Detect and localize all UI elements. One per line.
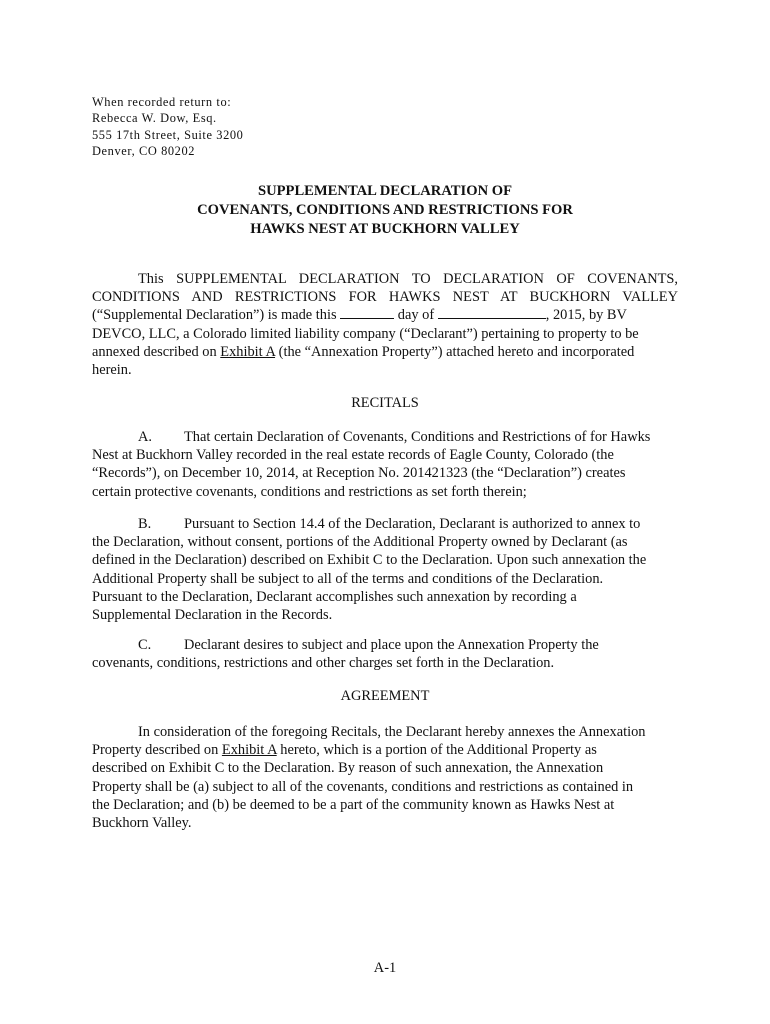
title-line: SUPPLEMENTAL DECLARATION OF bbox=[257, 183, 513, 199]
recital-line: the Declaration, without consent, portions of the Additional Property owned by Declarant (as bbox=[92, 534, 628, 551]
agreement-line bbox=[92, 741, 678, 759]
intro-text: (the “Annexation Property”) attached hereto and incorporated bbox=[278, 343, 635, 360]
return-address-block bbox=[92, 94, 243, 159]
recital-line: Supplemental Declaration in the Records. bbox=[92, 607, 333, 624]
intro-line bbox=[92, 306, 678, 324]
agreement-text: hereto, which is a portion of the Additional Property as bbox=[280, 742, 597, 759]
agreement-line: Property shall be (a) subject to all of the covenants, conditions and restrictions as contained in bbox=[92, 778, 634, 795]
intro-text: (“Supplemental Declaration”) is made this bbox=[92, 307, 337, 324]
intro-text: , 2015, by BV bbox=[545, 307, 627, 324]
intro-text: day of bbox=[397, 307, 435, 324]
recital-line: defined in the Declaration) described on Exhibit C to the Declaration. Upon such annexation the bbox=[92, 552, 647, 569]
agreement-text: Property described on bbox=[92, 742, 219, 759]
return-line: Rebecca W. Dow, Esq. bbox=[92, 111, 217, 126]
recital-text: That certain Declaration of Covenants, Conditions and Restrictions of for Hawks bbox=[184, 429, 651, 445]
intro-line: This SUPPLEMENTAL DECLARATION TO DECLARATION OF COVENANTS, bbox=[138, 271, 678, 287]
intro-line: DEVCO, LLC, a Colorado limited liability company (“Declarant”) pertaining to property to be bbox=[92, 325, 639, 342]
recital-line bbox=[92, 515, 678, 533]
intro-line: herein. bbox=[92, 362, 132, 379]
title-line: COVENANTS, CONDITIONS AND RESTRICTIONS FOR bbox=[197, 202, 573, 218]
month-blank bbox=[438, 306, 546, 319]
return-line: When recorded return to: bbox=[92, 95, 232, 109]
agreement-line: Buckhorn Valley. bbox=[92, 815, 192, 832]
recital-label: B. bbox=[138, 516, 152, 532]
recital-line: Nest at Buckhorn Valley recorded in the real estate records of Eagle County, Colorado (the bbox=[92, 447, 614, 464]
intro-line: CONDITIONS AND RESTRICTIONS FOR HAWKS NEST AT BUCKHORN VALLEY bbox=[92, 289, 678, 306]
recital-line: Additional Property shall be subject to all of the terms and conditions of the Declaration. bbox=[92, 570, 604, 587]
recital-text: Pursuant to Section 14.4 of the Declaration, Declarant is authorized to annex to bbox=[184, 516, 641, 532]
recital-line: covenants, conditions, restrictions and other charges set forth in the Declaration. bbox=[92, 655, 555, 672]
recital-c-paragraph bbox=[92, 636, 678, 672]
recital-a-paragraph bbox=[92, 428, 678, 501]
exhibit-a-reference: Exhibit A bbox=[221, 742, 277, 759]
recital-line: “Records”), on December 10, 2014, at Reception No. 201421323 (the “Declaration”) creates bbox=[92, 465, 626, 482]
agreement-paragraph bbox=[92, 723, 678, 832]
agreement-line: the Declaration; and (b) be deemed to be a part of the community known as Hawks Nest at bbox=[92, 796, 615, 813]
recital-line: Pursuant to the Declaration, Declarant accomplishes such annexation by recording a bbox=[92, 588, 577, 605]
recital-label: C. bbox=[138, 637, 152, 653]
return-line: 555 17th Street, Suite 3200 bbox=[92, 127, 244, 142]
recital-label: A. bbox=[138, 429, 152, 445]
page-number: A-1 bbox=[373, 960, 397, 976]
intro-line bbox=[92, 343, 678, 361]
agreement-heading: AGREEMENT bbox=[340, 688, 430, 704]
day-blank bbox=[340, 306, 394, 319]
recital-line bbox=[92, 636, 678, 654]
intro-paragraph bbox=[92, 270, 678, 379]
intro-text: annexed described on bbox=[92, 343, 217, 360]
recital-line bbox=[92, 428, 678, 446]
recital-line: certain protective covenants, conditions and restrictions as set forth therein; bbox=[92, 483, 527, 500]
document-title bbox=[0, 182, 770, 239]
agreement-line: described on Exhibit C to the Declaration. By reason of such annexation, the Annexation bbox=[92, 760, 604, 777]
recital-text: Declarant desires to subject and place upon the Annexation Property the bbox=[184, 637, 599, 653]
recitals-heading: RECITALS bbox=[351, 395, 419, 411]
recital-b-paragraph bbox=[92, 515, 678, 624]
return-line: Denver, CO 80202 bbox=[92, 143, 196, 158]
agreement-line: In consideration of the foregoing Recitals, the Declarant hereby annexes the Annexation bbox=[138, 724, 646, 740]
title-line: HAWKS NEST AT BUCKHORN VALLEY bbox=[250, 221, 520, 237]
exhibit-a-reference: Exhibit A bbox=[220, 343, 276, 360]
